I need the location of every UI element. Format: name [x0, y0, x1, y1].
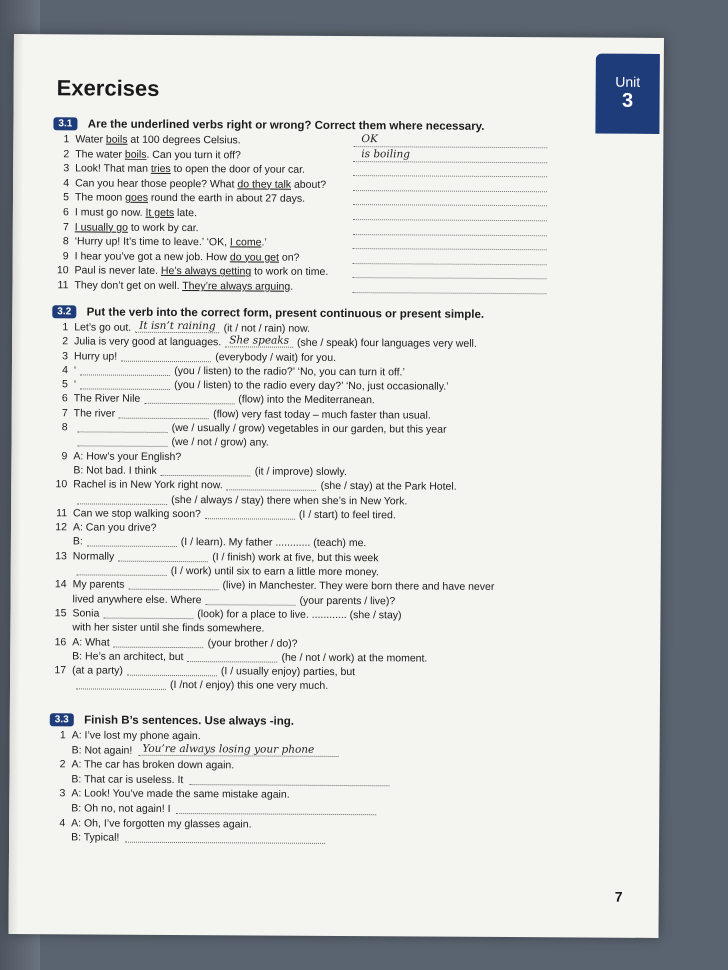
item-text: (she / always / stay) there when she’s in New York. [171, 493, 408, 507]
answer-line[interactable] [80, 364, 170, 376]
item-number: 8 [61, 421, 68, 434]
item-text: ‘ [73, 364, 77, 377]
underlined-verb: I usually go [74, 220, 128, 234]
item-text: The water [75, 147, 125, 161]
speaker-a-line: A: I’ve lost my phone again. [71, 729, 201, 743]
item-number: 6 [63, 206, 69, 219]
item-number: 4 [59, 816, 66, 829]
item-text: lived anywhere else. Where [72, 593, 202, 606]
item-text: . [290, 280, 294, 293]
item-text: ‘ [73, 378, 77, 391]
item-text: (flow) very fast today – much faster than usual. [213, 408, 431, 422]
item-text: (he / not / work) at the moment. [281, 651, 428, 665]
underlined-verb: It gets [145, 206, 175, 219]
speaker-a-line: A: Look! You’ve made the same mistake again. [71, 787, 290, 802]
answer-line[interactable] [353, 178, 547, 192]
item-text: (she / speak) four languages very well. [297, 337, 477, 351]
item-text: with her sister until she finds somewhere. [72, 621, 265, 635]
underlined-verb: do they talk [237, 178, 292, 191]
item-number: 3 [63, 162, 70, 175]
answer-line[interactable] [353, 265, 547, 279]
handwritten-answer [76, 677, 84, 689]
answer-line[interactable] [78, 421, 168, 433]
answer-line[interactable] [353, 251, 547, 265]
speaker-b-line: B: Not again! [71, 743, 133, 757]
underlined-verb: goes [125, 192, 149, 205]
handwritten-answer [118, 548, 126, 560]
item-text: at 100 degrees Celsius. [127, 133, 241, 147]
item-text: I hear you’ve got a new job. How [74, 250, 230, 264]
answer-line[interactable] [121, 350, 211, 362]
unit-label: Unit [615, 73, 641, 90]
handwritten-answer [144, 391, 152, 403]
item-number: 4 [62, 364, 68, 377]
answer-line[interactable] [87, 536, 177, 548]
exercise-badge: 3.1 [53, 117, 77, 130]
answer-line[interactable] [353, 236, 547, 250]
answer-line[interactable] [353, 222, 547, 236]
handwritten-answer [227, 478, 235, 490]
underlined-verb: boils [124, 148, 147, 161]
item-text: (flow) into the Mediterranean. [238, 393, 375, 407]
item-number: 1 [63, 133, 70, 146]
answer-line[interactable] [129, 579, 219, 591]
item-text: (it / not / rain) now. [223, 322, 311, 335]
handwritten-answer [119, 405, 127, 417]
answer-line[interactable] [144, 393, 234, 405]
handwritten-answer [80, 362, 88, 374]
handwritten-answer: You’re always losing your phone [142, 742, 315, 756]
handwritten-answer [80, 377, 88, 389]
answer-line[interactable] [205, 508, 295, 520]
handwritten-answer: It isn’t raining [139, 319, 216, 333]
item-text: (I / start) to feel tired. [298, 508, 396, 522]
underlined-verb: He’s always getting [160, 265, 252, 278]
item-text: Normally [72, 550, 115, 563]
handwritten-answer: is boiling [361, 147, 410, 161]
item-text: B: Not bad. I think [73, 464, 157, 477]
item-text: (it / improve) slowly. [254, 465, 347, 479]
list-item [52, 278, 483, 295]
item-number: 1 [62, 321, 69, 334]
handwritten-answer [121, 348, 129, 360]
speaker-a-line: A: Oh, I’ve forgotten my glasses again. [71, 816, 252, 831]
item-text: Sonia [72, 607, 100, 620]
list-item [49, 830, 389, 847]
item-number: 11 [56, 507, 68, 520]
item-text: B: He’s an architect, but [72, 650, 184, 663]
list-item [50, 678, 494, 695]
exercise-items [50, 320, 496, 694]
handwritten-answer [189, 772, 197, 784]
item-text: Look! That man [75, 162, 151, 176]
answer-line[interactable] [176, 803, 376, 815]
item-number: 3 [62, 349, 69, 362]
answer-line[interactable] [77, 564, 167, 576]
item-text: (I / learn). My father ............ (teach) me. [180, 536, 367, 550]
handwritten-answer [87, 534, 95, 546]
item-number: 1 [59, 729, 66, 742]
exercise-3-3 [49, 710, 390, 847]
handwritten-answer [103, 605, 111, 617]
handwritten-answer: OK [361, 133, 378, 146]
item-number: 5 [63, 191, 70, 204]
answer-line[interactable] [206, 594, 296, 606]
item-number: 14 [54, 578, 67, 591]
handwritten-answer [206, 592, 214, 604]
answer-line[interactable] [187, 651, 277, 663]
page-title: Exercises [56, 75, 160, 101]
exercise-badge: 3.3 [50, 713, 74, 726]
exercise-3-2 [50, 302, 496, 694]
item-text: (live) in Manchester. They were born there and have never [222, 579, 495, 594]
exercise-instruction: Put the verb into the correct form, present continuous or present simple. [86, 306, 485, 321]
item-text: Rachel is in New York right now. [73, 478, 223, 492]
item-number: 15 [54, 607, 67, 620]
item-number: 9 [62, 250, 69, 263]
item-text: (I / usually enjoy) parties, but [220, 665, 356, 679]
answer-line[interactable] [119, 407, 209, 419]
item-text: (look) for a place to live. ............ (she / stay) [197, 608, 402, 622]
underlined-verb: tries [150, 163, 171, 176]
handwritten-answer [114, 634, 122, 646]
item-number: 11 [57, 279, 69, 292]
item-number: 16 [54, 635, 67, 648]
handwritten-answer [127, 663, 135, 675]
item-text: The river [73, 407, 116, 420]
item-text: A: Can you drive? [72, 521, 157, 535]
item-text: Can we stop walking soon? [73, 507, 201, 521]
underlined-verb: boils [105, 133, 128, 146]
item-number: 2 [63, 147, 70, 160]
answer-line[interactable] [227, 480, 317, 492]
handwritten-answer [161, 463, 169, 475]
handwritten-answer: She speaks [229, 334, 290, 347]
item-number: 10 [56, 264, 69, 277]
speaker-b-line: B: Typical! [71, 831, 120, 844]
item-text: (you / listen) to the radio?’ ‘No, you can turn it off.’ [174, 364, 405, 379]
item-text: The River Nile [73, 392, 141, 406]
exercise-items [52, 132, 484, 295]
answer-line[interactable] [135, 319, 219, 334]
item-number: 5 [61, 378, 68, 391]
item-text: (you / listen) to the radio every day?’ ‘No, just occasionally.’ [174, 379, 449, 393]
answer-line[interactable] [127, 665, 217, 677]
answer-line[interactable] [225, 334, 293, 348]
unit-number: 3 [621, 89, 634, 112]
item-text: Can you hear those people? What [75, 177, 238, 191]
item-text: Paul is never late. [74, 264, 161, 278]
item-text: about? [291, 178, 327, 191]
item-number: 7 [61, 407, 68, 420]
speaker-b-line: B: Oh no, not again! I [71, 802, 171, 815]
item-number: 13 [55, 550, 67, 563]
answer-line[interactable] [118, 550, 208, 562]
item-text: (at a party) [72, 664, 123, 677]
item-text: Water [75, 133, 106, 146]
handwritten-answer [77, 562, 85, 574]
item-text: Julia is very good at languages. [74, 335, 222, 349]
item-number: 2 [59, 758, 66, 771]
underlined-verb: do you get [229, 251, 279, 264]
speaker-b-line: B: That car is useless. It [71, 773, 184, 786]
exercise-3-1 [52, 114, 484, 295]
handwritten-answer [125, 830, 133, 842]
page-number: 7 [614, 888, 623, 905]
item-text: (everybody / wait) for you. [215, 350, 337, 364]
item-text: B: [72, 535, 83, 548]
answer-line[interactable] [352, 280, 546, 294]
item-number: 7 [62, 220, 69, 233]
answer-line[interactable] [138, 744, 338, 756]
item-text: . Can you turn it off? [146, 148, 241, 161]
item-text: My parents [72, 578, 125, 592]
item-text: to work by car. [127, 221, 199, 234]
answer-line[interactable] [353, 192, 547, 206]
item-text: The moon [74, 191, 126, 205]
handwritten-answer [205, 506, 213, 518]
handwritten-answer [78, 419, 86, 431]
item-text: .’ [261, 236, 267, 249]
item-text: (your brother / do)? [207, 636, 298, 650]
item-text: to work on time. [251, 265, 329, 279]
answer-line[interactable] [80, 379, 170, 391]
item-text: ‘Hurry up! It’s time to leave.’ ‘OK, [74, 235, 230, 249]
exercise-badge: 3.2 [52, 305, 76, 318]
item-number: 2 [62, 335, 69, 348]
item-text: Let’s go out. [74, 321, 132, 334]
item-number: 17 [54, 664, 67, 677]
item-number: 4 [63, 177, 70, 190]
item-number: 9 [61, 449, 68, 463]
item-number: 6 [61, 392, 68, 405]
item-number: 8 [62, 235, 69, 248]
exercise-items [49, 728, 390, 847]
item-text: Hurry up! [73, 349, 118, 363]
answer-line[interactable] [161, 465, 251, 477]
exercise-instruction: Finish B’s sentences. Use always -ing. [84, 714, 295, 728]
answer-line[interactable] [353, 163, 547, 177]
item-text: on? [278, 251, 300, 264]
handwritten-answer [129, 577, 137, 589]
handwritten-answer [176, 801, 184, 813]
answer-line[interactable] [353, 149, 547, 163]
handwritten-answer [77, 491, 85, 503]
answer-line[interactable] [189, 774, 389, 786]
item-text: (I / finish) work at five, but this week [212, 550, 379, 564]
item-text: A: What [72, 635, 110, 649]
item-text: round the earth in about 27 days. [147, 192, 306, 206]
answer-line[interactable] [353, 207, 547, 221]
item-text: (we / usually / grow) vegetables in our garden, but this year [171, 422, 447, 436]
item-text: They don’t get on well. [74, 279, 183, 292]
answer-line[interactable] [125, 832, 325, 844]
item-text: to open the door of your car. [170, 163, 306, 176]
speaker-a-line: A: The car has broken down again. [71, 758, 235, 772]
unit-tab [595, 54, 659, 134]
item-text: (your parents / live)? [299, 594, 396, 607]
item-text: (I /not / enjoy) this one very much. [169, 679, 329, 693]
handwritten-answer [187, 649, 195, 661]
answer-line[interactable] [103, 607, 193, 619]
item-number: 10 [55, 478, 68, 491]
item-number: 3 [59, 787, 66, 800]
item-text: late. [174, 206, 197, 220]
exercise-instruction: Are the underlined verbs right or wrong? Correct them where necessary. [87, 118, 485, 133]
item-text: (she / stay) at the Park Hotel. [320, 480, 457, 493]
item-text: (we / not / grow) any. [171, 436, 269, 449]
item-text: I must go now. [74, 206, 146, 219]
underlined-verb: I come [229, 236, 262, 249]
answer-line[interactable] [77, 493, 167, 505]
workbook-page [9, 34, 664, 938]
item-text: (I / work) until six to earn a little more money. [170, 565, 379, 579]
item-text: A: How’s your English? [73, 450, 182, 463]
answer-line[interactable] [76, 679, 166, 691]
handwritten-answer [77, 434, 85, 446]
item-number: 12 [55, 521, 68, 534]
underlined-verb: They’re always arguing [182, 279, 291, 293]
answer-line[interactable] [114, 636, 204, 648]
answer-line[interactable] [77, 436, 167, 448]
